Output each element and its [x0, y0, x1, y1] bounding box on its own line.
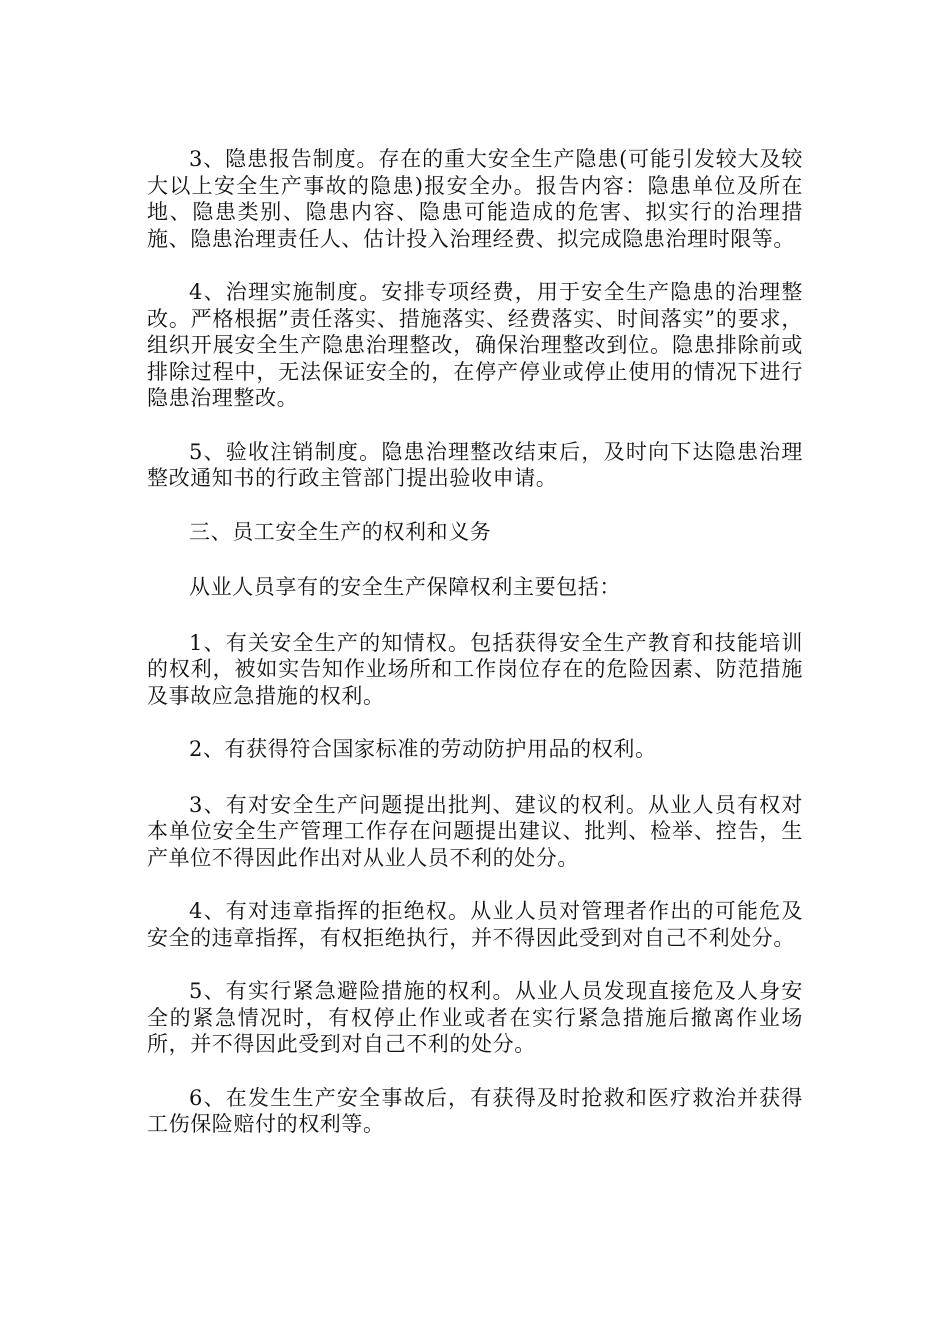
paragraph-acceptance-cancellation: 5、验收注销制度。隐患治理整改结束后，及时向下达隐患治理整改通知书的行政主管部门提出验收申请。: [147, 439, 803, 490]
paragraph-rescue-compensation: 6、在发生生产安全事故后，有获得及时抢救和医疗救治并获得工伤保险赔付的权利等。: [147, 1085, 803, 1136]
paragraph-hazard-reporting: 3、隐患报告制度。存在的重大安全生产隐患(可能引发较大及较大以上安全生产事故的隐患)报安全办。报告内容：隐患单位及所在地、隐患类别、隐患内容、隐患可能造成的危害、拟实行的治理措施、隐患治理责任人、估计投入治理经费、拟完成隐患治理时限等。: [147, 147, 803, 251]
section-heading-employee-rights: 三、员工安全生产的权利和义务: [189, 519, 492, 544]
paragraph-rights-intro: 从业人员享有的安全生产保障权利主要包括：: [189, 575, 621, 599]
paragraph-criticism-suggestion: 3、有对安全生产问题提出批判、建议的权利。从业人员有权对本单位安全生产管理工作存在问题提出建议、批判、检举、控告，生产单位不得因此作出对从业人员不利的处分。: [147, 792, 803, 870]
paragraph-right-to-know: 1、有关安全生产的知情权。包括获得安全生产教育和技能培训的权利，被如实告知作业场所和工作岗位存在的危险因素、防范措施及事故应急措施的权利。: [147, 630, 803, 708]
document-page: [147, 146, 803, 1165]
paragraph-protective-equipment: 2、有获得符合国家标准的劳动防护用品的权利。: [189, 737, 657, 761]
paragraph-remediation-implementation: 4、治理实施制度。安排专项经费，用于安全生产隐患的治理整改。严格根据”责任落实、措施落实、经费落实、时间落实”的要求，组织开展安全生产隐患治理整改，确保治理整改到位。隐患排除前或排除过程中，无法保证安全的，在停产停业或停止使用的情况下进行隐患治理整改。: [147, 280, 803, 410]
paragraph-emergency-avoidance: 5、有实行紧急避险措施的权利。从业人员发现直接危及人身安全的紧急情况时，有权停止作业或者在实行紧急措施后撤离作业场所，并不得因此受到对自己不利的处分。: [147, 979, 803, 1056]
paragraph-refuse-violation: 4、有对违章指挥的拒绝权。从业人员对管理者作出的可能危及安全的违章指挥，有权拒绝执行，并不得因此受到对自己不利处分。: [147, 899, 803, 950]
